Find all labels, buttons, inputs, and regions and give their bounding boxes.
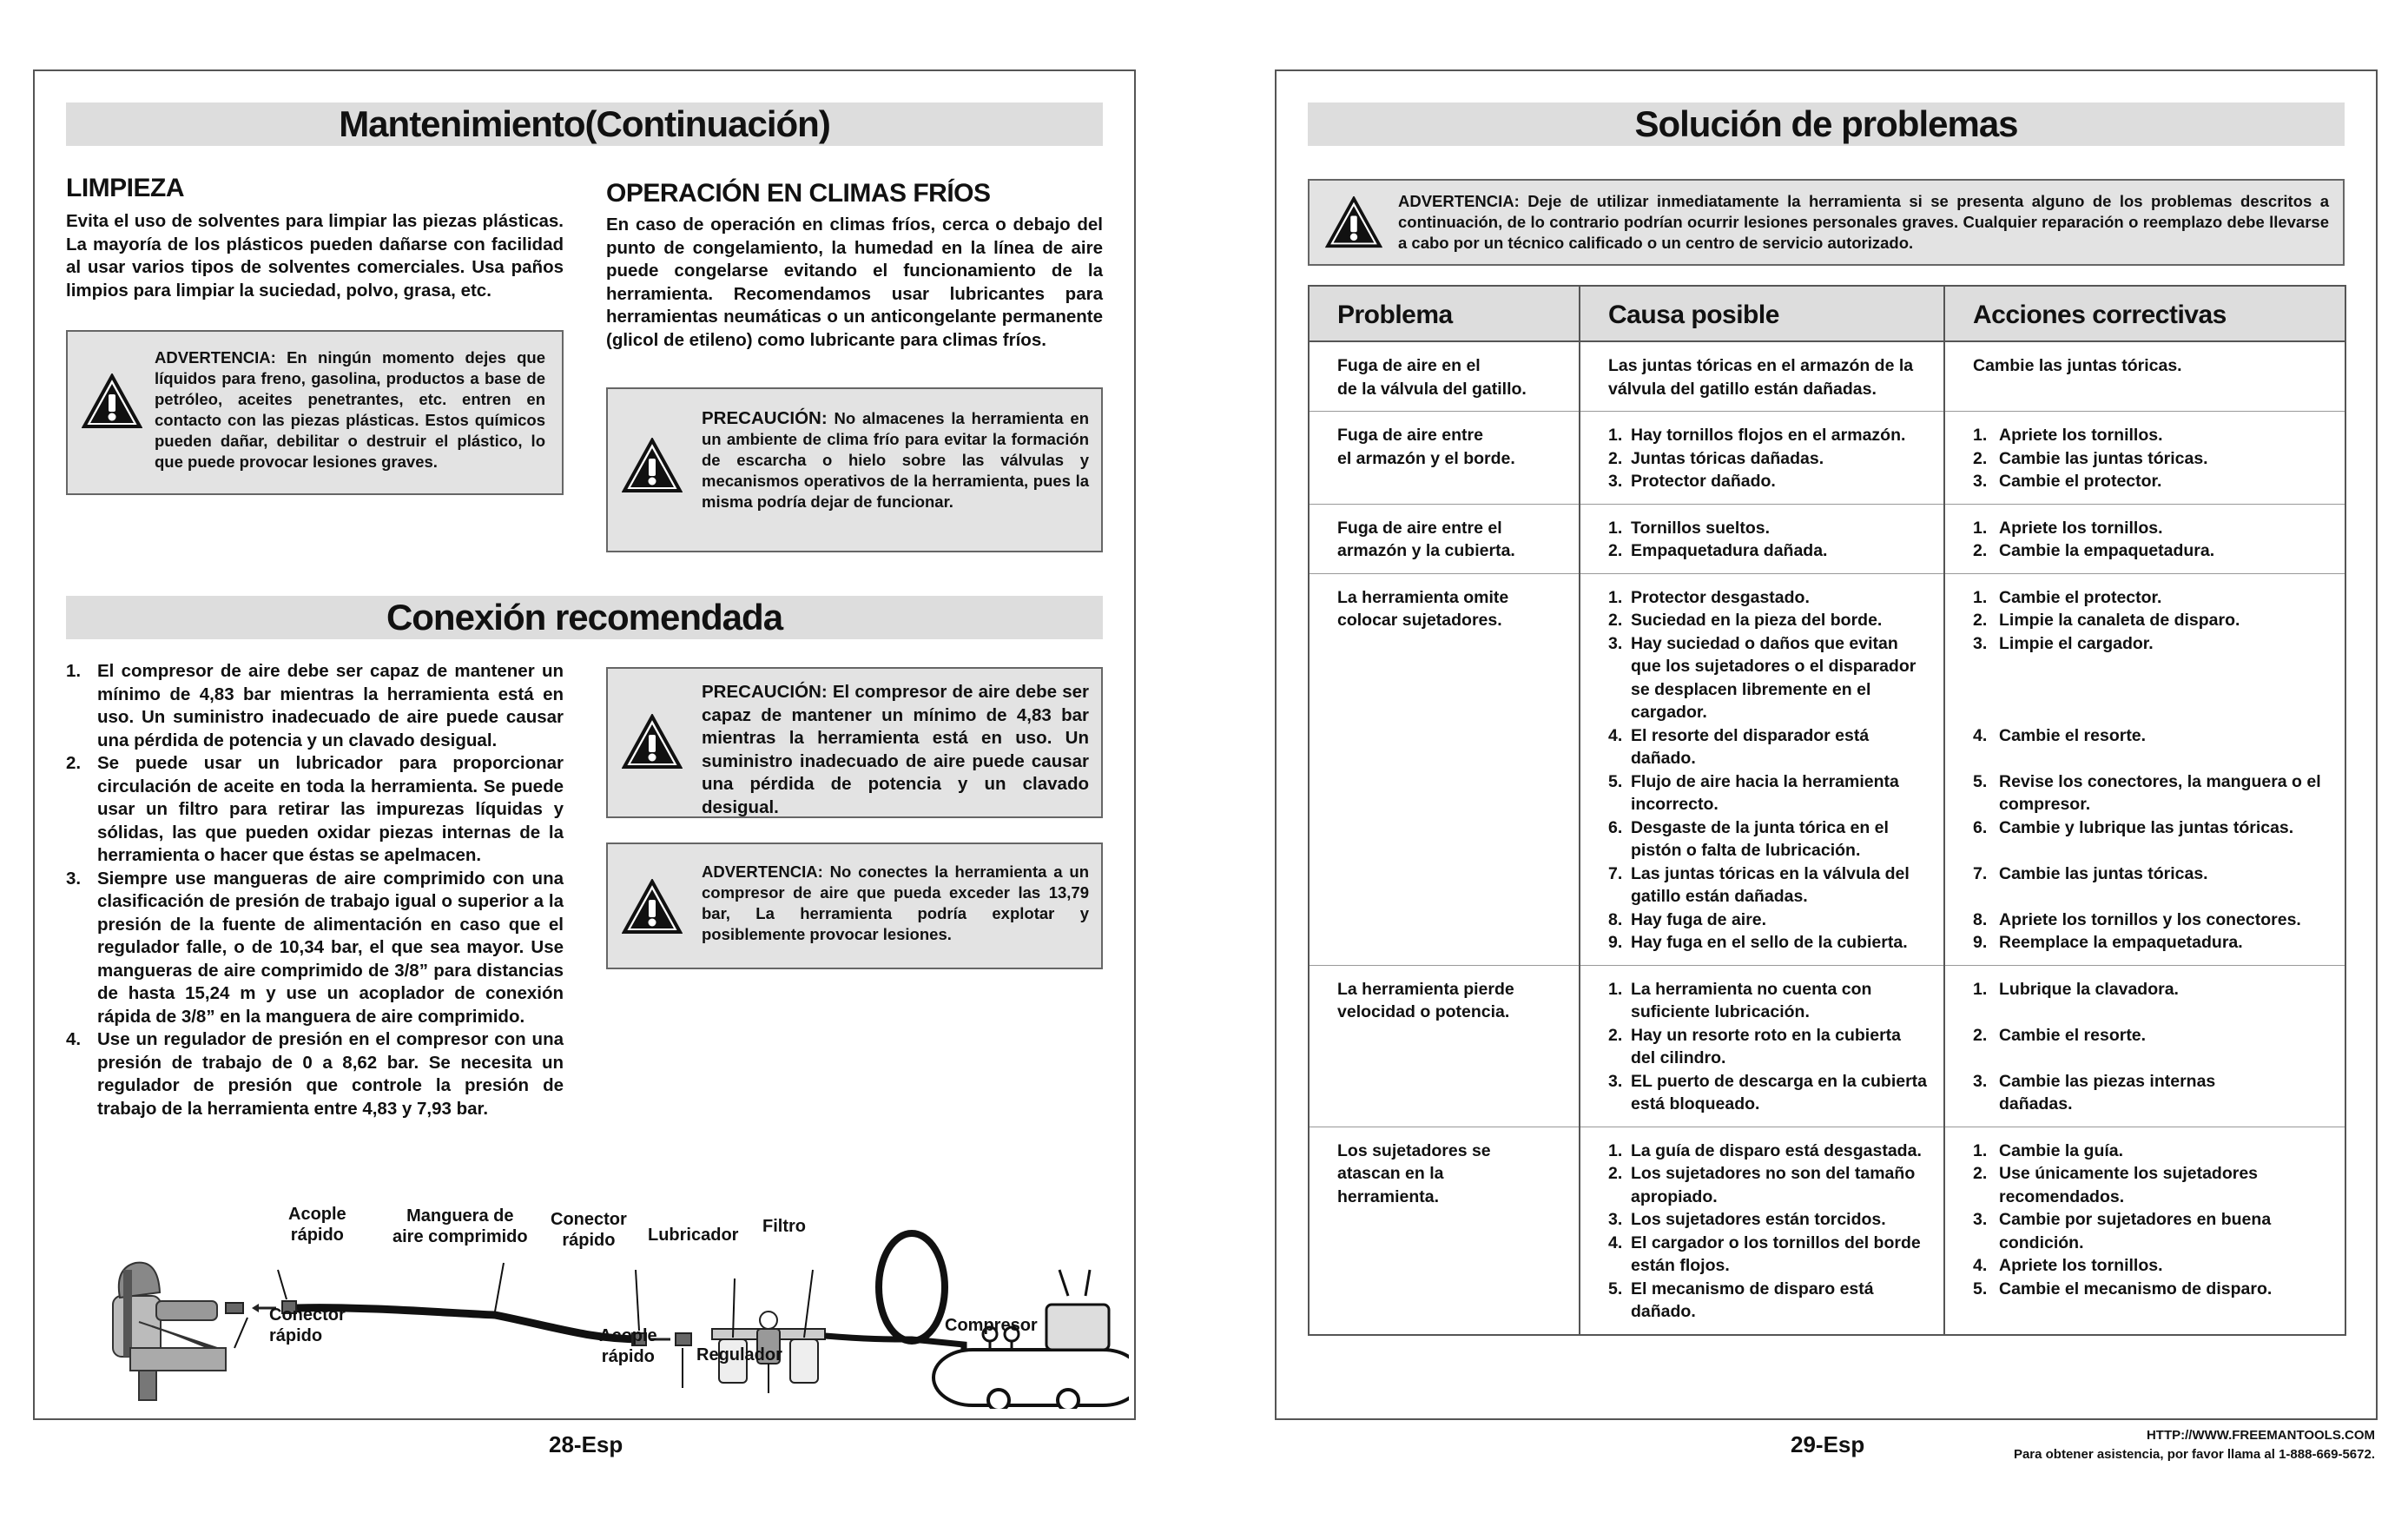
item-text: Cambie el resorte. <box>1999 1025 2147 1045</box>
connection-steps <box>66 660 564 1120</box>
item-text: La herramienta no cuenta con <box>1631 979 1872 999</box>
table-row <box>1309 965 2345 1127</box>
problem-text: La herramienta omite <box>1337 587 1509 607</box>
connection-caution-text <box>702 681 1089 819</box>
compressor-icon <box>934 1270 1129 1409</box>
caution-body: El compresor de aire debe ser capaz de mantener un mínimo de 4,83 bar mientras la herramienta está en uso. Un suministro inadecuado de aire puede causar una pérdida de potencia y un clavado desigual. <box>702 682 1089 817</box>
item-text: Cambie el protector. <box>1999 472 2162 491</box>
item-number: 2. <box>1973 448 1988 468</box>
item-number: 1. <box>1973 587 1988 607</box>
item-text: apropiado. <box>1631 1186 1718 1206</box>
warning-body: No conectes la herramienta a un compresor de aire que pueda exceder las 13,79 bar, La herramienta podría explotar y posiblemente provocar lesiones. <box>702 862 1089 943</box>
problem-text: atascan en la <box>1337 1164 1444 1183</box>
item-number: 9. <box>1973 933 1988 952</box>
item-number: 1. <box>1608 979 1623 999</box>
item-number: 2. <box>1973 1025 1988 1045</box>
warning-icon <box>622 879 683 935</box>
list-item <box>1973 1140 2317 1163</box>
item-number: 3. <box>1608 633 1623 653</box>
spacer <box>1999 701 2317 724</box>
table-row <box>1309 504 2345 573</box>
cause-cell <box>1580 573 1944 965</box>
item-text: incorrecto. <box>1631 795 1719 814</box>
item-text: que los sujetadores o el disparador <box>1631 657 1917 676</box>
table-body <box>1309 341 2345 1335</box>
warning-label: ADVERTENCIA: <box>702 862 823 881</box>
diagram-label-quick-connector: Conector rápido <box>551 1210 627 1250</box>
item-text: Reemplace la empaquetadura. <box>1999 933 2243 952</box>
cause-cell <box>1580 341 1944 412</box>
diagram-label-quick-coupler: Acople rápido <box>288 1205 346 1245</box>
spacer <box>1999 885 2317 909</box>
list-item: 1. El compresor de aire debe ser capaz de mantener un mínimo de 4,83 bar mientras la herramienta está en uso. Un suministro inadecuado de aire puede causar una pérdida de potencia y un clavado desigual. <box>66 661 564 750</box>
list-item <box>1973 470 2317 493</box>
item-text: Protector dañado. <box>1631 472 1776 491</box>
list-item <box>1608 632 1916 724</box>
item-number: 6. <box>1973 817 1988 837</box>
item-text: Juntas tóricas dañadas. <box>1631 448 1824 468</box>
cleaning-warning-box <box>66 330 564 495</box>
diagram-label-compressor: Compresor <box>945 1316 1038 1335</box>
warning-icon <box>82 373 142 429</box>
problem-cell <box>1309 341 1580 412</box>
caution-label: PRECAUCIÓN: <box>702 682 828 702</box>
action-cell <box>1944 1127 2345 1335</box>
maintenance-title: Mantenimiento(Continuación) <box>339 103 830 144</box>
list-item <box>1973 586 2317 610</box>
list-item <box>1973 539 2317 563</box>
warning-label: ADVERTENCIA: <box>155 348 276 367</box>
item-text: El cargador o los tornillos del borde <box>1631 1232 1921 1252</box>
item-number: 2. <box>1973 541 1988 560</box>
header-problem: Problema <box>1309 286 1580 341</box>
item-number: 3. <box>1608 1071 1623 1091</box>
item-number: 9. <box>1608 933 1623 952</box>
item-text: Apriete los tornillos. <box>1999 518 2163 538</box>
item-text: Limpie la canaleta de disparo. <box>1999 611 2240 630</box>
list-item <box>1973 517 2317 540</box>
item-text: Apriete los tornillos. <box>1999 426 2163 445</box>
problem-text: herramienta. <box>1337 1186 1440 1206</box>
list-item: 4. Use un regulador de presión en el compresor con una presión de trabajo de 0 a 8,62 bar. Se necesita un regulador de presión que controle la presión de trabajo de la herramienta entre 4,83 y 7,93 bar. <box>66 1029 564 1119</box>
problem-cell <box>1309 965 1580 1127</box>
item-number: 3. <box>1973 472 1988 491</box>
list-item: 2. Se puede usar un lubricador para proporcionar circulación de aceite en toda la herramienta. Se puede usar un filtro para retirar las impurezas líquidas y sólidas, las que pueden oxidar piezas internas de la herramienta o hacer que éstas se apelmacen. <box>66 753 564 865</box>
diagram-label-air-hose: Manguera de aire comprimido <box>393 1206 528 1246</box>
item-text: Cambie el mecanismo de disparo. <box>1999 1279 2273 1298</box>
list-item <box>1973 424 2317 447</box>
warning-body: En ningún momento dejes que líquidos para freno, gasolina, productos a base de petróleo, aceites penetrantes, etc. entren en contacto con las piezas plásticas. Estos químicos pueden dañar, debilitar o destruir el plástico, lo que puede provocar lesiones graves. <box>155 348 545 471</box>
table-header-row <box>1309 286 2345 341</box>
item-number: 1. <box>1973 426 1988 445</box>
page-29 <box>1275 69 2378 1420</box>
item-number: 1. <box>1608 587 1623 607</box>
list-item <box>1608 862 1916 909</box>
item-text: Cambie la guía. <box>1999 1140 2124 1160</box>
item-text: Suciedad en la pieza del borde. <box>1631 611 1883 630</box>
item-text: Las juntas tóricas en la válvula del <box>1631 863 1910 883</box>
item-number: 1. <box>1608 1140 1623 1160</box>
list-item <box>1608 978 1916 1024</box>
action-cell <box>1944 965 2345 1127</box>
list-item <box>1608 1208 1916 1232</box>
list-item <box>1608 539 1916 563</box>
action-cell <box>1944 341 2345 412</box>
item-text: Flujo de aire hacia la herramienta <box>1631 771 1899 791</box>
item-text: Cambie las juntas tóricas. <box>1999 863 2208 883</box>
cold-weather-title: OPERACIÓN EN CLIMAS FRÍOS <box>606 179 991 208</box>
problem-cell <box>1309 412 1580 505</box>
list-item <box>1973 1162 2317 1208</box>
caution-label: PRECAUCIÓN: <box>702 408 828 428</box>
item-number: 4. <box>1608 725 1623 745</box>
item-number: 4. <box>1973 725 1988 745</box>
item-text: Hay un resorte roto en la cubierta <box>1631 1025 1902 1045</box>
item-text: compresor. <box>1999 795 2091 814</box>
item-text: Protector desgastado. <box>1631 587 1810 607</box>
list-item <box>1973 354 2317 378</box>
problem-text: colocar sujetadores. <box>1337 611 1502 630</box>
list-item <box>1973 816 2317 862</box>
list-item <box>1608 609 1916 632</box>
list-item <box>1973 770 2321 816</box>
connection-header <box>66 596 1103 639</box>
diagram-label-lubricator: Lubricador <box>648 1226 739 1245</box>
list-item <box>1973 609 2317 632</box>
troubleshooting-warning-text <box>1398 191 2329 254</box>
list-item <box>1608 1162 1916 1208</box>
list-item <box>1608 770 1916 816</box>
item-text: cargador. <box>1631 703 1707 722</box>
item-number: 5. <box>1608 771 1623 791</box>
spacer <box>1999 1001 2317 1024</box>
item-text: se desplacen libremente en el <box>1631 679 1871 699</box>
troubleshooting-header <box>1308 102 2345 146</box>
item-number: 8. <box>1973 909 1988 929</box>
troubleshooting-table <box>1308 285 2346 1336</box>
list-item <box>1973 862 2317 909</box>
item-text: condición. <box>1999 1232 2084 1252</box>
item-number: 1. <box>1973 1140 1988 1160</box>
page-number-left: 28-Esp <box>549 1431 623 1457</box>
item-text: Los sujetadores están torcidos. <box>1631 1210 1886 1229</box>
coiled-hose-icon <box>879 1233 945 1341</box>
connection-title: Conexión recomendada <box>386 597 783 638</box>
item-text: Cambie las piezas internas <box>1999 1071 2216 1091</box>
item-number: 7. <box>1608 863 1623 883</box>
nailer-icon <box>113 1263 226 1400</box>
item-text: suficiente lubricación. <box>1631 1002 1810 1021</box>
problem-cell <box>1309 1127 1580 1335</box>
quick-connector-icon <box>226 1303 243 1313</box>
problem-text: La herramienta pierde <box>1337 979 1514 999</box>
connection-caution-box <box>606 667 1103 818</box>
item-number: 1. <box>1973 518 1988 538</box>
header-cause: Causa posible <box>1580 286 1944 341</box>
problem-text: velocidad o potencia. <box>1337 1002 1510 1021</box>
item-text: Cambie por sujetadores en buena <box>1999 1210 2272 1229</box>
cleaning-text: Evita el uso de solventes para limpiar las piezas plásticas. La mayoría de los plásticos pueden dañarse con facilidad al usar varios tipos de solventes comerciales. Usa paños limpios para limpiar la suciedad, polvo, grasa, etc. <box>66 211 564 301</box>
caution-body: No almacenes la herramienta en un ambiente de clima frío para evitar la formación de escarcha o hielo sobre las válvulas y mecanismos operativos de la herramienta, pues la misma podría dejar de funcionar. <box>702 409 1089 511</box>
problem-text: Los sujetadores se <box>1337 1140 1491 1160</box>
list-item <box>1608 447 1916 471</box>
item-number: 2. <box>1608 1025 1623 1045</box>
problem-text: de la válvula del gatillo. <box>1337 379 1527 399</box>
item-text: dañado. <box>1631 1302 1696 1321</box>
item-text: recomendados. <box>1999 1186 2125 1206</box>
table-row <box>1309 412 2345 505</box>
list-item <box>1973 978 2317 1024</box>
problem-cell <box>1309 573 1580 965</box>
item-number: 8. <box>1608 909 1623 929</box>
item-text: EL puerto de descarga en la cubierta <box>1631 1071 1928 1091</box>
item-number: 5. <box>1608 1279 1623 1298</box>
list-item <box>1608 1070 1928 1116</box>
item-number: 1. <box>1608 426 1623 445</box>
problem-text: Fuga de aire en el <box>1337 356 1481 375</box>
item-text: Hay fuga en el sello de la cubierta. <box>1631 933 1908 952</box>
cleaning-warning-text <box>155 347 545 472</box>
list-item <box>1973 909 2317 932</box>
spacer <box>1999 747 2317 770</box>
troubleshooting-warning-box <box>1308 179 2345 266</box>
warning-label: ADVERTENCIA: <box>1398 192 1520 210</box>
item-text: Cambie el resorte. <box>1999 725 2147 745</box>
cleaning-title: LIMPIEZA <box>66 174 184 202</box>
item-text: Use únicamente los sujetadores <box>1999 1164 2259 1183</box>
footer-help: Para obtener asistencia, por favor llama al 1-888-669-5672. <box>2013 1447 2375 1462</box>
problem-text: Fuga de aire entre el <box>1337 518 1502 538</box>
item-text: del cilindro. <box>1631 1048 1726 1067</box>
item-number: 2. <box>1608 541 1623 560</box>
connection-warning-box <box>606 842 1103 969</box>
spacer <box>1999 839 2317 862</box>
list-item <box>1608 724 1916 770</box>
warning-body: Deje de utilizar inmediatamente la herramienta si se presenta alguno de los problemas descritos a continuación, de lo contrario podrían ocurrir lesiones personales graves. Cualquier reparación o reemplazo debe llevarse a cabo por un técnico calificado o un centro de servicio autorizado. <box>1398 192 2330 252</box>
spacer <box>1999 655 2317 678</box>
list-item <box>1608 816 1916 862</box>
list-item <box>1608 470 1916 493</box>
cold-weather-text: En caso de operación en climas fríos, cerca o debajo del punto de congelamiento, la humedad en la línea de aire puede congelarse evitando el funcionamiento de la herramienta. Recomendamos usar lubricantes para herramientas neumáticas o un anticongelante permanente (glicol de etileno) como lubricante para climas fríos. <box>606 215 1103 350</box>
item-number: 1. <box>1973 979 1988 999</box>
list-item <box>1973 632 2317 724</box>
table-row <box>1309 1127 2345 1335</box>
item-number: 3. <box>1608 1210 1623 1229</box>
page-number-right: 29-Esp <box>1791 1431 1865 1457</box>
list-item <box>1973 1024 2317 1070</box>
list-item <box>1973 1254 2317 1278</box>
diagram-label-quick-connector-2: Conector rápido <box>269 1305 346 1345</box>
item-text: Hay suciedad o daños que evitan <box>1631 633 1898 653</box>
cold-caution-text <box>702 408 1089 512</box>
list-item <box>1608 1140 1922 1163</box>
item-text: está bloqueado. <box>1631 1094 1760 1113</box>
list-item <box>1608 424 1916 447</box>
cause-cell <box>1580 1127 1944 1335</box>
action-cell <box>1944 573 2345 965</box>
warning-icon <box>1325 196 1382 248</box>
item-text: El mecanismo de disparo está <box>1631 1279 1874 1298</box>
problem-text: armazón y la cubierta. <box>1337 541 1515 560</box>
cold-caution-box <box>606 387 1103 552</box>
item-number: 7. <box>1973 863 1988 883</box>
list-item <box>1973 931 2317 955</box>
list-item <box>1973 1278 2317 1301</box>
item-text: Cambie las juntas tóricas. <box>1973 356 2182 375</box>
list-item <box>1608 931 1916 955</box>
list-item <box>1608 1024 1916 1070</box>
list-item <box>1608 517 1916 540</box>
item-text: válvula del gatillo están dañadas. <box>1608 379 1877 399</box>
list-item <box>1608 354 1916 400</box>
problem-text: el armazón y el borde. <box>1337 448 1515 468</box>
item-text: Hay tornillos flojos en el armazón. <box>1631 426 1906 445</box>
item-text: pistón o falta de lubricación. <box>1631 841 1861 860</box>
list-item <box>1608 1232 1921 1278</box>
item-text: Cambie y lubrique las juntas tóricas. <box>1999 817 2294 837</box>
item-text: Cambie el protector. <box>1999 587 2162 607</box>
list-item <box>1973 724 2317 770</box>
troubleshooting-title: Solución de problemas <box>1634 103 2018 144</box>
warning-icon <box>622 714 683 770</box>
spacer <box>1999 678 2317 702</box>
item-text: Apriete los tornillos. <box>1999 1256 2163 1275</box>
list-item <box>1973 1070 2317 1116</box>
warning-icon <box>622 438 683 493</box>
problem-text: Fuga de aire entre <box>1337 426 1483 445</box>
item-text: Las juntas tóricas en el armazón de la <box>1608 356 1914 375</box>
spacer <box>1999 1047 2317 1070</box>
table-row <box>1309 341 2345 412</box>
item-text: Empaquetadura dañada. <box>1631 541 1828 560</box>
item-number: 2. <box>1973 611 1988 630</box>
item-number: 2. <box>1608 1164 1623 1183</box>
air-hose-icon <box>297 1308 643 1339</box>
item-text: La guía de disparo está desgastada. <box>1631 1140 1922 1160</box>
item-text: Cambie las juntas tóricas. <box>1999 448 2208 468</box>
maintenance-header <box>66 102 1103 146</box>
diagram-label-filter: Filtro <box>762 1217 806 1236</box>
item-text: Tornillos sueltos. <box>1631 518 1770 538</box>
item-text: Lubrique la clavadora. <box>1999 979 2179 999</box>
diagram-label-regulator: Regulador <box>696 1345 782 1365</box>
list-item <box>1608 909 1916 932</box>
list-item <box>1973 447 2317 471</box>
item-number: 2. <box>1608 448 1623 468</box>
item-text: dañadas. <box>1999 1094 2073 1113</box>
item-number: 5. <box>1973 771 1988 791</box>
header-actions: Acciones correctivas <box>1944 286 2345 341</box>
item-number: 4. <box>1973 1256 1988 1275</box>
cause-cell <box>1580 412 1944 505</box>
item-number: 2. <box>1973 1164 1988 1183</box>
cause-cell <box>1580 504 1944 573</box>
item-number: 3. <box>1608 472 1623 491</box>
problem-cell <box>1309 504 1580 573</box>
cause-cell <box>1580 965 1944 1127</box>
action-cell <box>1944 412 2345 505</box>
connection-warning-text <box>702 862 1089 945</box>
item-text: Hay fuga de aire. <box>1631 909 1767 929</box>
item-number: 2. <box>1608 611 1623 630</box>
item-number: 3. <box>1973 633 1988 653</box>
item-number: 3. <box>1973 1210 1988 1229</box>
diagram-label-quick-coupler-2: Acople rápido <box>599 1326 657 1366</box>
table-row <box>1309 573 2345 965</box>
item-text: Cambie la empaquetadura. <box>1999 541 2215 560</box>
item-number: 4. <box>1608 1232 1623 1252</box>
item-text: Apriete los tornillos y los conectores. <box>1999 909 2301 929</box>
item-number: 3. <box>1973 1071 1988 1091</box>
item-number: 1. <box>1608 518 1623 538</box>
list-item: 3. Siempre use mangueras de aire comprimido con una clasificación de presión de trabajo igual o superior a la presión de la fuente de alimentación en caso que el regulador falle, o de 10,34 bar, el que sea mayor. Use mangueras de aire comprimido de 3/8” para distancias de hasta 15,24 m y use un acoplador de conexión rápida de 3/8” en la manguera de aire comprimido. <box>66 868 564 1027</box>
list-item <box>1608 586 1916 610</box>
page-28 <box>33 69 1136 1420</box>
footer-url[interactable]: HTTP://WWW.FREEMANTOOLS.COM <box>2146 1428 2375 1443</box>
item-text: Limpie el cargador. <box>1999 633 2154 653</box>
item-text: Los sujetadores no son del tamaño <box>1631 1164 1916 1183</box>
list-item <box>1973 1208 2317 1254</box>
item-text: están flojos. <box>1631 1256 1730 1275</box>
item-text: Revise los conectores, la manguera o el <box>1999 771 2321 791</box>
item-text: El resorte del disparador está <box>1631 725 1870 745</box>
action-cell <box>1944 504 2345 573</box>
item-number: 6. <box>1608 817 1623 837</box>
item-text: dañado. <box>1631 749 1696 768</box>
item-text: gatillo están dañadas. <box>1631 887 1808 906</box>
item-number: 5. <box>1973 1279 1988 1298</box>
item-text: Desgaste de la junta tórica en el <box>1631 817 1889 837</box>
list-item <box>1608 1278 1916 1324</box>
